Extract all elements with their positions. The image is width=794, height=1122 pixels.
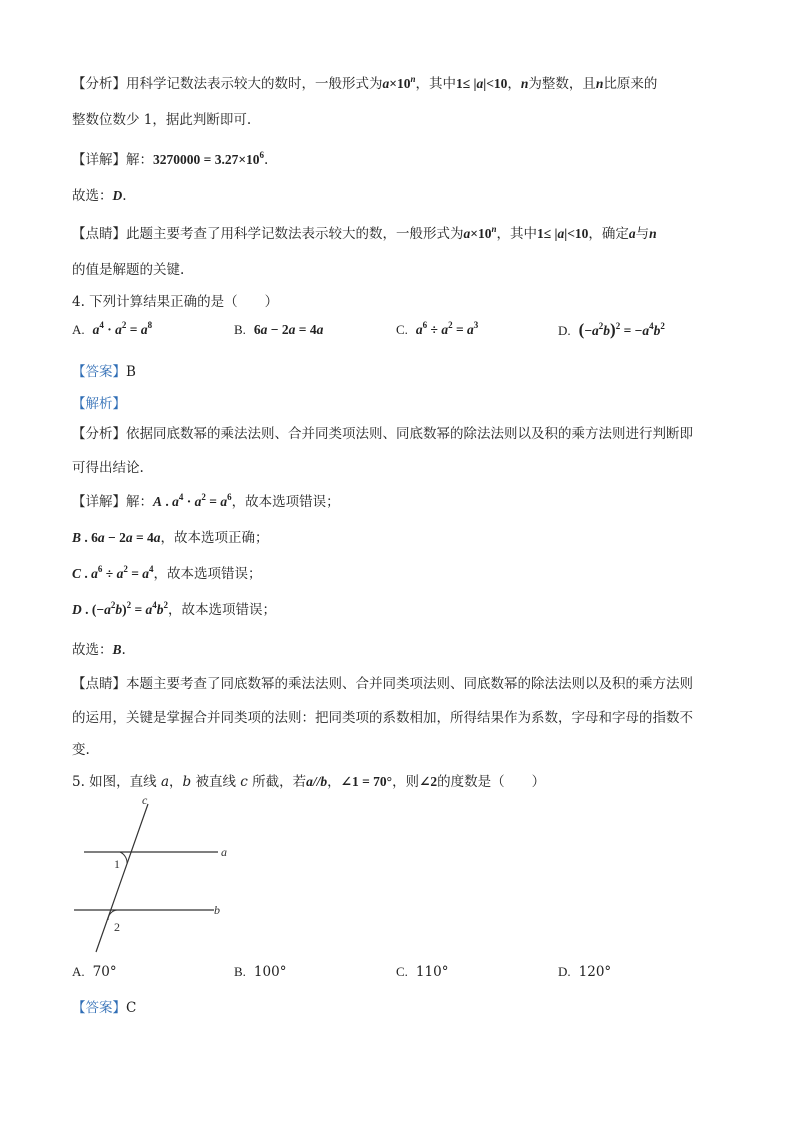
label-b: b	[214, 903, 220, 917]
q5-stem: 5. 如图，直线 a，b 被直线 c 所截，若a//b，∠1 = 70°，则∠2的度数是（ ）	[72, 774, 546, 790]
label-2: 2	[114, 920, 120, 934]
q4-fenxi-line-2: 可得出结论.	[72, 460, 144, 476]
label-a: a	[221, 845, 227, 859]
line-c	[96, 804, 148, 952]
label-1: 1	[114, 857, 120, 871]
angle-1-arc	[120, 852, 127, 864]
label-c: c	[142, 793, 148, 807]
q4-detail-c: C . $a^6 \div a^2 = a^4$，故本选项错误；	[72, 564, 262, 582]
q4-option-d: D. $(-a^2b)^2 = -a^4b^2$	[558, 320, 665, 339]
formula-scientific: 3270000 = 3.27×10	[153, 152, 260, 167]
q4-detail-b: B . 6a − 2a = 4a，故本选项正确；	[72, 530, 269, 546]
q4-detail-d: D . $(-a^2b)^2 = a^4b^2$，故本选项错误；	[72, 600, 277, 618]
q3-comment-line-2: 的值是解题的关键.	[72, 262, 185, 278]
q5-answer: 【答案】C	[72, 1000, 137, 1016]
parallel-lines-figure	[68, 790, 238, 960]
formula-a-parallel-b: a//b	[306, 774, 328, 789]
q4-option-c: C. $a^6 \div a^2 = a^3$	[396, 320, 479, 337]
formula-angle2: ∠2	[419, 774, 438, 789]
q4-option-a: A. $a^4 \cdot a^2 = a^8$	[72, 320, 153, 337]
detail-tag: 【详解】	[72, 152, 126, 168]
q3-analysis-line-1: 【分析】用科学记数法表示较大的数时，一般形式为$a\times 10^n$，其中1≤ |a|<10，n为整数，且n比原来的	[72, 74, 658, 92]
q4-choose-line: 故选：B.	[72, 642, 126, 658]
angle-2-arc	[108, 910, 117, 920]
q4-comment-line-2: 的运用，关键是掌握合并同类项的法则：把同类项的系数相加，所得结果作为系数，字母和字母的指数不	[72, 710, 693, 726]
q4-option-b: B. 6a − 2a = 4a	[234, 322, 324, 337]
q4-detail-a: 【详解】解：A . $a^4 \cdot a^2 = a^6$，故本选项错误；	[72, 492, 340, 510]
q5-option-c: C. 110°	[396, 964, 449, 980]
q4-comment-line-3: 变.	[72, 742, 90, 758]
q4-comment-line-1: 【点睛】本题主要考查了同底数幂的乘法法则、合并同类项法则、同底数幂的除法法则以及积的乘方法则	[72, 676, 693, 692]
q3-choose-line: 故选：D.	[72, 188, 127, 204]
q4-analysis-tag: 【解析】	[72, 396, 126, 412]
q5-option-a: A. 70°	[72, 964, 117, 980]
formula-angle1: ∠1 = 70°	[340, 774, 393, 789]
q5-option-d: D. 120°	[558, 964, 612, 980]
q4-stem: 4. 下列计算结果正确的是（ ）	[72, 294, 279, 310]
q3-comment-line-1: 【点睛】此题主要考查了用科学记数法表示较大的数，一般形式为$a\times 10^n$，其中1≤ |a|<10，确定a与n	[72, 224, 657, 242]
comment-tag: 【点睛】	[72, 226, 126, 242]
answer-tag: 【答案】	[72, 364, 126, 380]
q4-answer: 【答案】B	[72, 364, 136, 380]
q4-fenxi-line-1: 【分析】依据同底数幂的乘法法则、合并同类项法则、同底数幂的除法法则以及积的乘方法则进行判断即	[72, 426, 693, 442]
formula-a-times-10n: a	[382, 76, 390, 91]
choose-answer: D	[112, 188, 123, 203]
q3-analysis-line-2: 整数位数少 1，据此判断即可.	[72, 112, 252, 128]
formula-range: 1≤ |	[455, 76, 477, 91]
q3-detail-line: 【详解】解：$3270000 = 3.27\times 10^6$.	[72, 150, 269, 168]
q5-option-b: B. 100°	[234, 964, 287, 980]
analysis-tag: 【分析】	[72, 76, 126, 92]
